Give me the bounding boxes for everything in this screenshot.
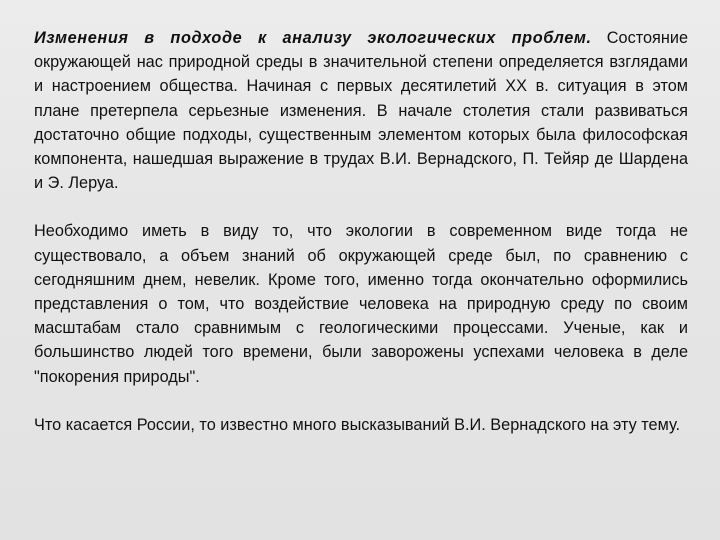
paragraph-2 [34, 219, 688, 388]
paragraph-3-text: Что касается России, то известно много высказываний В.И. Вернадского на эту тему. [34, 415, 681, 434]
paragraph-3 [34, 413, 688, 437]
paragraph-1-text: Состояние окружающей нас природной среды в значительной степени определяется взглядами и настроением общества. Начиная с первых десятилетий XX в. ситуация в этом плане претерпела серьезные изменения. В начале столетия стали развиваться достаточно общие подходы, существенным элементом которых была философская компонента, нашедшая выражение в трудах В.И. Вернадского, П. Тейяр де Шардена и Э. Леруа. [34, 29, 688, 193]
paragraph-2-text: Необходимо иметь в виду то, что экологии в современном виде тогда не существовало, а объем знаний об окружающей среде был, по сравнению с сегодняшним днем, невелик. Кроме того, именно тогда окончательно оформились представления о том, что воздействие человека на природную среду по своим масштабам стало сравнимым с геологическими процессами. Ученые, как и большинство людей того времени, были заворожены успехами человека в деле "покорения природы". [34, 222, 688, 386]
slide-text-body [34, 26, 688, 461]
paragraph-1-heading: Изменения в подходе к анализу экологических проблем. [34, 29, 592, 47]
paragraph-1 [34, 26, 688, 195]
